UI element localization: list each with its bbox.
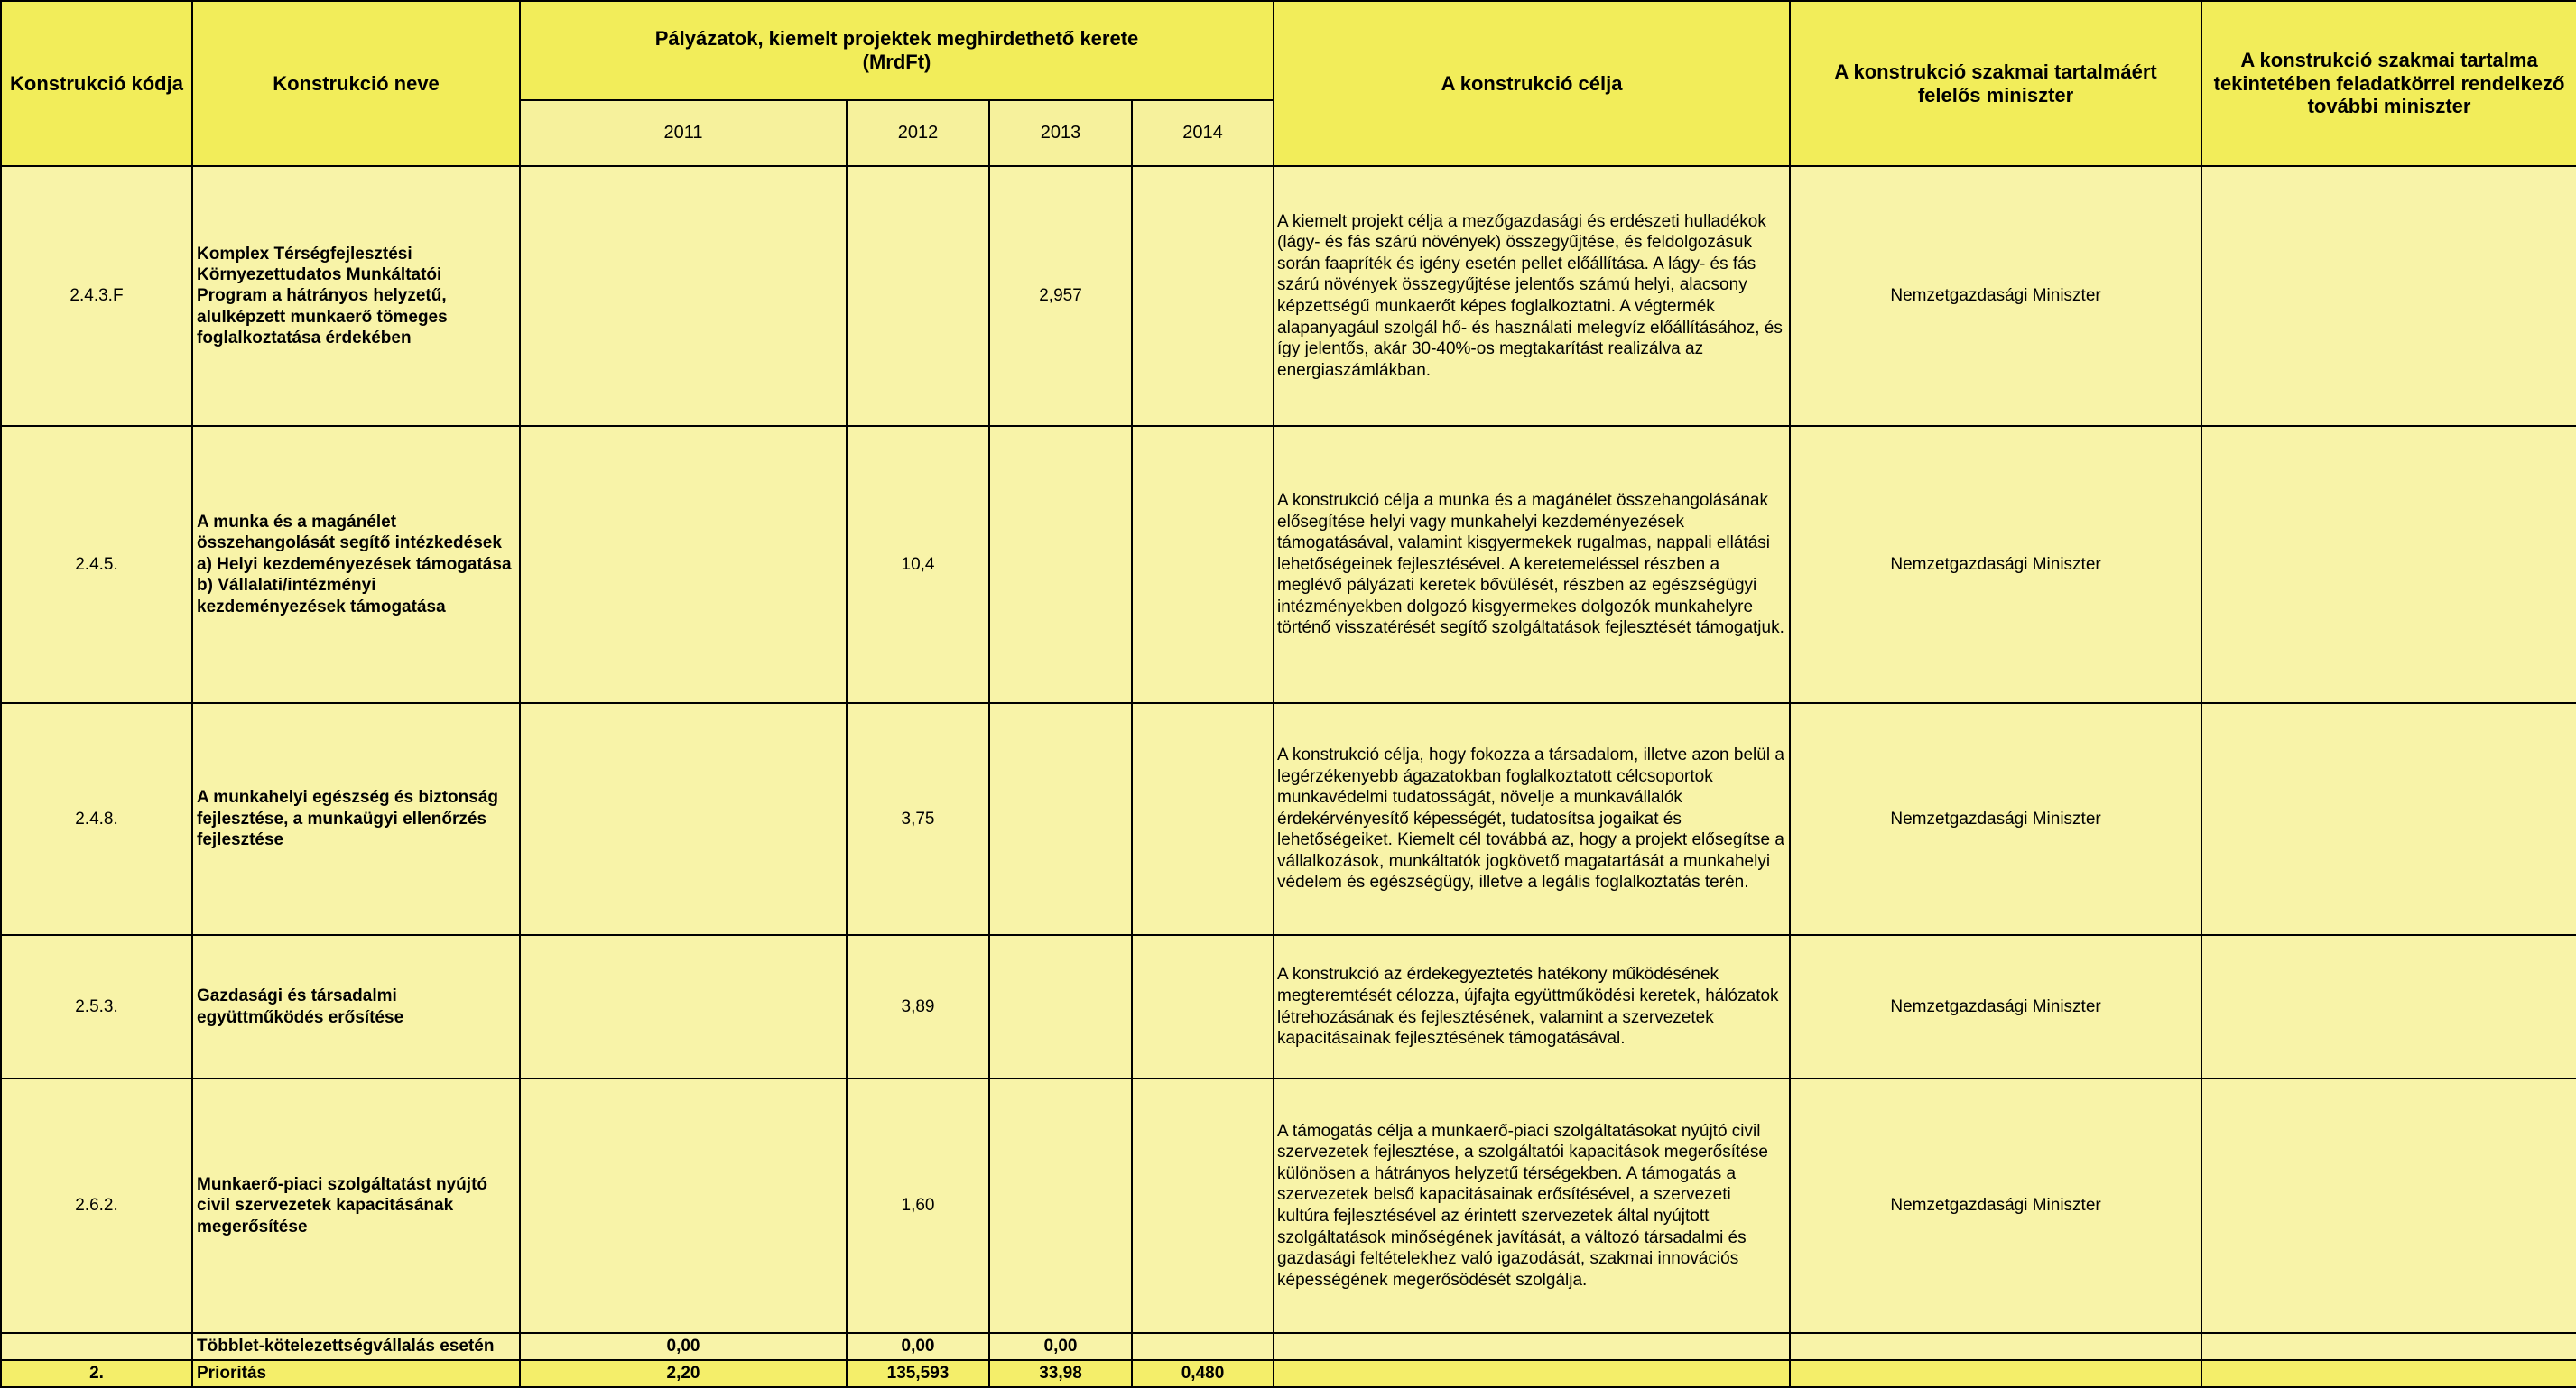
col-header-minister: A konstrukció szakmai tartalmáért felelős miniszter (1790, 1, 2201, 166)
row-code: 2.4.8. (1, 703, 192, 935)
extra-row-label: Többlet-kötelezettségvállalás esetén (192, 1333, 520, 1360)
row-name: A munkahelyi egészség és biztonság fejlesztése, a munkaügyi ellenőrzés fejlesztése (192, 703, 520, 935)
priority-value-2012: 135,593 (847, 1360, 989, 1387)
col-header-year-2014: 2014 (1132, 100, 1274, 166)
row-minister: Nemzetgazdasági Miniszter (1790, 1079, 2201, 1333)
col-header-other-ministers: A konstrukció szakmai tartalma tekintetében feladatkörrel rendelkező további miniszter (2201, 1, 2576, 166)
row-value-2013 (989, 703, 1132, 935)
col-header-year-2012: 2012 (847, 100, 989, 166)
row-goal: A támogatás célja a munkaerő-piaci szolgáltatásokat nyújtó civil szervezetek fejlesztése, a szolgáltatói kapacitások megerősítése különösen a hátrányos helyzetű térségekben. A támogatás a szervezetek belső kapacitásainak erősítésével, a szervezeti kultúra fejlesztésével az érintett szervezetek által nyújtott szolgáltatások minőségének javítását, a változó társadalmi és gazdasági feltételekhez való igazodását, szakmai innovációs képességének megerősödését szolgálja. (1274, 1079, 1790, 1333)
row-value-2014 (1132, 935, 1274, 1079)
col-header-budget: Pályázatok, kiemelt projektek meghirdethető kerete (MrdFt) (520, 1, 1274, 100)
table-row (1, 166, 2576, 426)
row-value-2013: 2,957 (989, 166, 1132, 426)
priority-label: Prioritás (192, 1360, 520, 1387)
row-code: 2.5.3. (1, 935, 192, 1079)
extra-row-code (1, 1333, 192, 1360)
row-value-2012 (847, 166, 989, 426)
table-row (1, 935, 2576, 1079)
row-other-minister (2201, 935, 2576, 1079)
col-header-year-2013: 2013 (989, 100, 1132, 166)
col-header-name: Konstrukció neve (192, 1, 520, 166)
priority-other (2201, 1360, 2576, 1387)
row-name: Komplex Térségfejlesztési Környezettudatos Munkáltatói Program a hátrányos helyzetű, alulképzett munkaerő tömeges foglalkoztatása érdekében (192, 166, 520, 426)
priority-goal (1274, 1360, 1790, 1387)
row-value-2011 (520, 935, 847, 1079)
row-name: Munkaerő-piaci szolgáltatást nyújtó civil szervezetek kapacitásának megerősítése (192, 1079, 520, 1333)
row-value-2014 (1132, 1079, 1274, 1333)
row-minister: Nemzetgazdasági Miniszter (1790, 166, 2201, 426)
col-header-goal: A konstrukció célja (1274, 1, 1790, 166)
row-minister: Nemzetgazdasági Miniszter (1790, 703, 2201, 935)
extra-row-goal (1274, 1333, 1790, 1360)
row-value-2011 (520, 166, 847, 426)
row-other-minister (2201, 1079, 2576, 1333)
row-code: 2.4.3.F (1, 166, 192, 426)
priority-minister (1790, 1360, 2201, 1387)
row-minister: Nemzetgazdasági Miniszter (1790, 935, 2201, 1079)
row-value-2012: 10,4 (847, 426, 989, 703)
row-name: A munka és a magánélet összehangolását segítő intézkedések a) Helyi kezdeményezések támogatása b) Vállalati/intézményi kezdeményezések támogatása (192, 426, 520, 703)
priority-value-2011: 2,20 (520, 1360, 847, 1387)
row-value-2011 (520, 703, 847, 935)
table-row (1, 1079, 2576, 1333)
row-value-2013 (989, 1079, 1132, 1333)
row-other-minister (2201, 426, 2576, 703)
row-code: 2.4.5. (1, 426, 192, 703)
row-other-minister (2201, 703, 2576, 935)
row-value-2014 (1132, 703, 1274, 935)
row-name: Gazdasági és társadalmi együttműködés erősítése (192, 935, 520, 1079)
row-value-2013 (989, 935, 1132, 1079)
extra-commitment-row (1, 1333, 2576, 1360)
row-value-2014 (1132, 426, 1274, 703)
row-code: 2.6.2. (1, 1079, 192, 1333)
row-minister: Nemzetgazdasági Miniszter (1790, 426, 2201, 703)
table-row (1, 426, 2576, 703)
priority-code: 2. (1, 1360, 192, 1387)
row-other-minister (2201, 166, 2576, 426)
extra-row-value-2014 (1132, 1333, 1274, 1360)
row-value-2014 (1132, 166, 1274, 426)
row-value-2011 (520, 1079, 847, 1333)
col-header-year-2011: 2011 (520, 100, 847, 166)
extra-row-value-2011: 0,00 (520, 1333, 847, 1360)
extra-row-other (2201, 1333, 2576, 1360)
row-value-2012: 1,60 (847, 1079, 989, 1333)
priority-value-2013: 33,98 (989, 1360, 1132, 1387)
row-goal: A kiemelt projekt célja a mezőgazdasági és erdészeti hulladékok (lágy- és fás szárú növények) összegyűjtése, és feldolgozásuk során faapríték és igény esetén pellet előállítása. A lágy- és fás szárú növények összegyűjtése jelentős számú helyi, alacsony képzettségű munkaerőt képes foglalkoztatni. A végtermék alapanyagául szolgál hő- és használati melegvíz előállításához, és így jelentős, akár 30-40%-os megtakarítást realizálva az energiaszámlákban. (1274, 166, 1790, 426)
col-header-code: Konstrukció kódja (1, 1, 192, 166)
row-goal: A konstrukció az érdekegyeztetés hatékony működésének megteremtését célozza, újfajta együttműködési keretek, hálózatok létrehozásának és fejlesztésének, valamint a szervezetek kapacitásainak fejlesztésének támogatásával. (1274, 935, 1790, 1079)
row-value-2012: 3,89 (847, 935, 989, 1079)
row-value-2012: 3,75 (847, 703, 989, 935)
row-goal: A konstrukció célja a munka és a magánélet összehangolásának elősegítése helyi vagy munkahelyi kezdeményezések támogatásával, valamint kisgyermekek rugalmas, nappali ellátási lehetőségeinek fejlesztésével. A keretemeléssel részben a meglévő pályázati keretek bővülését, részben az egészségügyi intézményekben dolgozó kisgyermekes dolgozók munkahelyre történő visszatérését segítő szolgáltatások fejlesztését támogatjuk. (1274, 426, 1790, 703)
extra-row-value-2013: 0,00 (989, 1333, 1132, 1360)
priority-value-2014: 0,480 (1132, 1360, 1274, 1387)
extra-row-value-2012: 0,00 (847, 1333, 989, 1360)
row-goal: A konstrukció célja, hogy fokozza a társadalom, illetve azon belül a legérzékenyebb ágazatokban foglalkoztatott célcsoportok munkavédelmi tudatosságát, növelje a munkavállalók érdekérvényesítő képességét, tudatosítsa jogaikat és lehetőségeiket. Kiemelt cél továbbá az, hogy a projekt elősegítse a vállalkozások, munkáltatók jogkövető magatartását a munkahelyi védelem és egészségügy, illetve a legális foglalkoztatás terén. (1274, 703, 1790, 935)
row-value-2011 (520, 426, 847, 703)
row-value-2013 (989, 426, 1132, 703)
table-row (1, 703, 2576, 935)
extra-row-minister (1790, 1333, 2201, 1360)
priority-row (1, 1360, 2576, 1387)
